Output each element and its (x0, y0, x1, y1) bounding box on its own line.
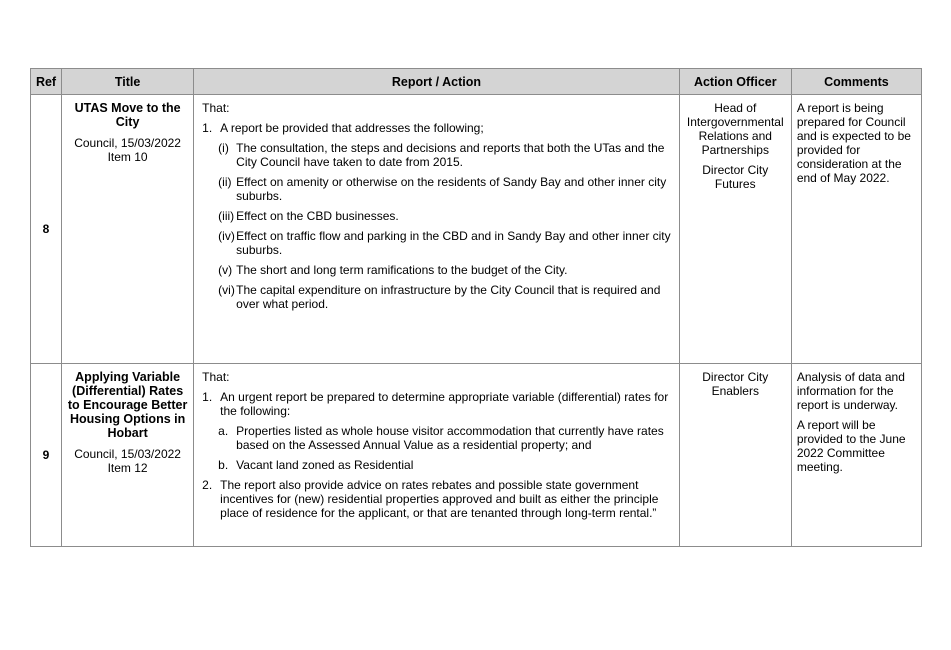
comment-text: A report is being prepared for Council and is expected to be provided for consideration at the end of May 2022. (796, 101, 911, 185)
report-subitem-marker: (v) (218, 263, 233, 277)
report-subitem-text: The capital expenditure on infrastructure by the City Council that is required and over what period. (236, 283, 661, 311)
action-officer: Director City Enablers (702, 370, 769, 398)
row-report-cell (194, 364, 680, 547)
row-comments-cell (791, 364, 921, 547)
row-title: UTAS Move to the City (74, 101, 181, 129)
report-subitem-marker: (iii) (218, 209, 235, 223)
report-item (202, 390, 671, 418)
report-subitem (218, 141, 671, 169)
report-subitem-text: Effect on the CBD businesses. (236, 209, 399, 223)
report-item (202, 121, 671, 135)
row-item: Item 12 (107, 461, 148, 475)
table-header-row (31, 69, 922, 95)
report-item-text: A report be provided that addresses the following; (220, 121, 484, 135)
report-subitem-text: Vacant land zoned as Residential (236, 458, 414, 472)
header-ref: Ref (31, 69, 62, 95)
header-report: Report / Action (194, 69, 680, 95)
header-officer: Action Officer (679, 69, 791, 95)
report-subitem (218, 175, 671, 203)
row-meeting-info (67, 447, 188, 475)
row-comments-cell (791, 95, 921, 364)
report-subitem-text: Effect on amenity or otherwise on the residents of Sandy Bay and other inner city suburbs. (236, 175, 667, 203)
action-officer: Director City Futures (702, 163, 769, 191)
report-subitem-marker: b. (218, 458, 229, 472)
table-row (31, 364, 922, 547)
report-intro: That: (202, 370, 230, 384)
report-subitem-marker: (iv) (218, 229, 235, 243)
row-ref: 9 (31, 364, 62, 547)
row-officer-cell (679, 364, 791, 547)
row-report-cell (194, 95, 680, 364)
report-item-number: 1. (202, 390, 213, 404)
header-title: Title (62, 69, 194, 95)
row-title-cell (62, 95, 194, 364)
report-subitem-text: The consultation, the steps and decisions and reports that both the UTas and the City Council have taken to date from 2015. (236, 141, 665, 169)
row-title: Applying Variable (Differential) Rates to Encourage Better Housing Options in Hobart (67, 370, 188, 440)
report-subitem-marker: (ii) (218, 175, 232, 189)
comment-text: A report will be provided to the June 2022 Committee meeting. (796, 418, 906, 474)
action-table (30, 68, 922, 547)
row-meeting-info (67, 136, 188, 164)
report-subitem (218, 458, 671, 472)
report-item-number: 1. (202, 121, 213, 135)
report-subitem-text: Effect on traffic flow and parking in the CBD and in Sandy Bay and other inner city suburbs. (236, 229, 671, 257)
row-ref: 8 (31, 95, 62, 364)
header-comments: Comments (791, 69, 921, 95)
comment-text: Analysis of data and information for the report is underway. (796, 370, 905, 412)
report-subitem (218, 263, 671, 277)
report-item-number: 2. (202, 478, 213, 492)
report-subitem (218, 424, 671, 452)
report-item-text: The report also provide advice on rates rebates and possible state government incentives for (new) residential properties approved and built as either the principle place of residence for the applicant, or that are tenanted through long-term rental.” (220, 478, 659, 520)
report-subitem-marker: (vi) (218, 283, 235, 297)
report-subitem (218, 283, 671, 311)
report-item-text: An urgent report be prepared to determine appropriate variable (differential) rates for the following: (220, 390, 669, 418)
row-title-cell (62, 364, 194, 547)
row-officer-cell (679, 95, 791, 364)
report-subitem-text: Properties listed as whole house visitor accommodation that currently have rates based on the Assessed Annual Value as a residential property; and (236, 424, 664, 452)
table-row (31, 95, 922, 364)
row-meeting: Council, 15/03/2022 (74, 447, 181, 461)
row-meeting: Council, 15/03/2022 (74, 136, 181, 150)
row-item: Item 10 (107, 150, 148, 164)
report-item (202, 478, 671, 520)
report-subitem-marker: a. (218, 424, 229, 438)
report-subitem-text: The short and long term ramifications to the budget of the City. (236, 263, 568, 277)
action-officer: Head of Intergovernmental Relations and Partnerships (686, 101, 784, 157)
report-subitem-marker: (i) (218, 141, 229, 155)
report-subitem (218, 229, 671, 257)
report-subitem (218, 209, 671, 223)
report-intro: That: (202, 101, 230, 115)
